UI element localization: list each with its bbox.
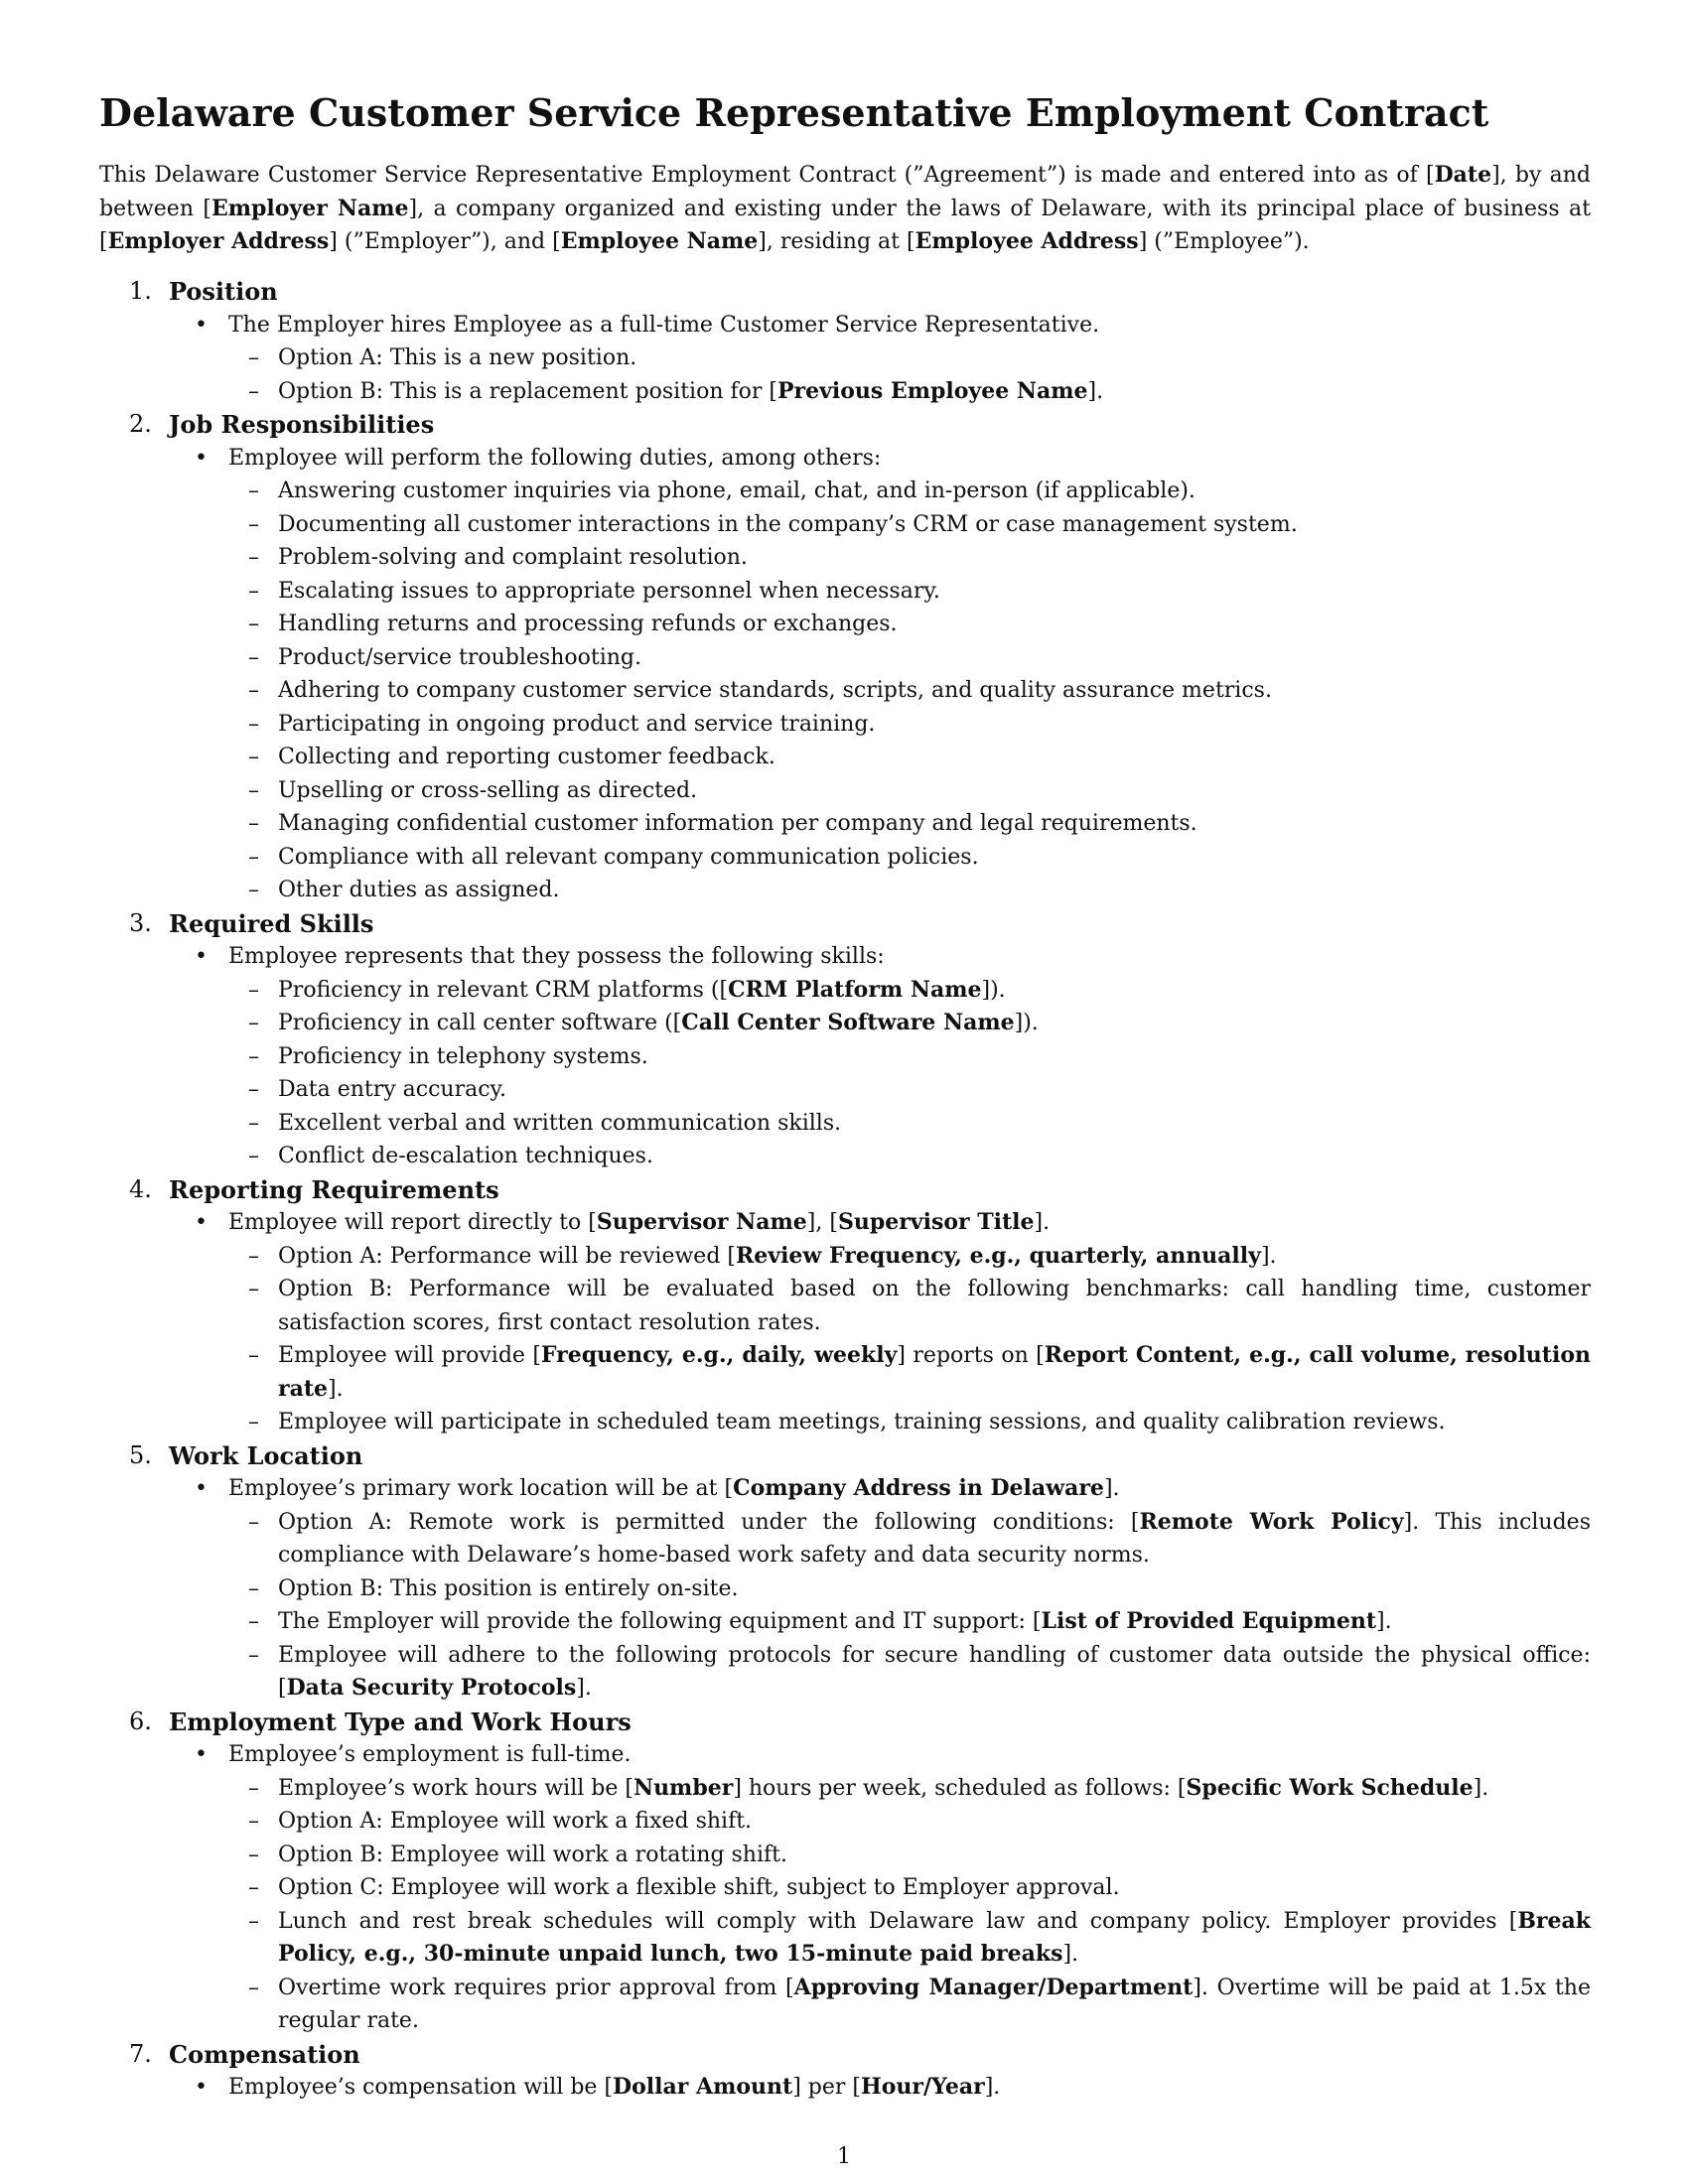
sub-item-text: ]. — [1087, 378, 1104, 404]
sub-item-list — [228, 475, 1591, 907]
dash-icon: – — [248, 1908, 259, 1934]
sub-item-text: Employee will provide [ — [278, 1343, 541, 1368]
placeholder-field: Employer Address — [107, 228, 330, 254]
bullet-icon: • — [195, 312, 208, 338]
dash-icon: – — [248, 811, 259, 836]
sub-item-text: Option B: Employee will work a rotating shift. — [278, 1842, 787, 1867]
dash-icon: – — [248, 1775, 259, 1801]
section-title: Employment Type and Work Hours — [169, 1706, 632, 1736]
section-6 — [99, 1706, 1591, 2038]
section-title: Required Skills — [169, 908, 374, 938]
bullet-text-run: Employee will report directly to [ — [228, 1210, 597, 1235]
sub-item-text: Upselling or cross-selling as directed. — [278, 777, 698, 803]
sub-item — [228, 641, 1591, 675]
sub-item-text: Adhering to company customer service standards, scripts, and quality assurance metrics. — [278, 678, 1272, 703]
bullet-icon: • — [195, 1476, 208, 1501]
dash-icon: – — [248, 1642, 259, 1668]
placeholder-field: Specific Work Schedule — [1186, 1774, 1474, 1801]
dash-icon: – — [248, 745, 259, 769]
bullet-icon: • — [195, 1210, 208, 1235]
section-number: 5. — [129, 1440, 152, 1469]
dash-icon: – — [248, 678, 259, 703]
sub-item — [228, 1572, 1591, 1606]
sub-item-text: Documenting all customer interactions in the company’s CRM or case management system. — [278, 511, 1298, 537]
document-page — [99, 0, 1591, 2184]
dash-icon: – — [248, 511, 259, 537]
intro-text: ], by and between [ — [99, 163, 1591, 221]
sub-item-text: ]. — [328, 1376, 344, 1402]
sub-item — [228, 1040, 1591, 1074]
placeholder-field: CRM Platform Name — [728, 976, 982, 1003]
bullet-text-run: ]. — [1034, 1210, 1051, 1235]
sub-item-text: Option C: Employee will work a flexible shift, subject to Employer approval. — [278, 1875, 1120, 1900]
section-number: 4. — [129, 1174, 152, 1203]
bullet-item — [169, 309, 1591, 409]
dash-icon: – — [248, 878, 259, 902]
sub-item-text: Option A: Remote work is permitted under the following conditions: [ — [278, 1509, 1140, 1535]
sub-item-text: ]. Overtime will be paid at 1.5x the regular rate. — [278, 1975, 1591, 2033]
dash-icon: – — [248, 977, 259, 1003]
sub-item-list — [228, 341, 1591, 408]
sub-item-text: Overtime work requires prior approval from [ — [278, 1975, 794, 2000]
dash-icon: – — [248, 1809, 259, 1834]
dash-icon: – — [248, 1509, 259, 1535]
bullet-text — [228, 442, 1591, 476]
bullet-text — [228, 1738, 1591, 1772]
section-title: Reporting Requirements — [169, 1174, 499, 1204]
dash-icon: – — [248, 1343, 259, 1368]
placeholder-field: Report Content, e.g., call volume, resolution rate — [278, 1342, 1591, 1402]
sub-item-text: Product/service troubleshooting. — [278, 644, 641, 670]
bullet-text — [228, 940, 1591, 974]
sub-item — [228, 1905, 1591, 1972]
dash-icon: – — [248, 777, 259, 803]
sub-item — [228, 1972, 1591, 2038]
sub-item — [228, 1273, 1591, 1339]
placeholder-field: Review Frequency, e.g., quarterly, annually — [736, 1242, 1261, 1269]
placeholder-field: Approving Manager/Department — [793, 1974, 1194, 2000]
sub-item-text: ]. — [1260, 1243, 1277, 1269]
sub-item-text: Employee will participate in scheduled team meetings, training sessions, and quality calibration reviews. — [278, 1410, 1446, 1434]
section-number: 2. — [129, 410, 152, 438]
placeholder-field: Employee Name — [560, 228, 759, 254]
placeholder-field: Employer Name — [211, 195, 409, 221]
sub-item-text: ] reports on [ — [897, 1343, 1045, 1368]
dash-icon: – — [248, 1410, 259, 1434]
sub-item — [228, 1839, 1591, 1872]
sub-item — [228, 508, 1591, 542]
sub-item-text: Option A: Employee will work a fixed shift. — [278, 1809, 753, 1834]
sub-item-text: Option B: This is a replacement position for [ — [278, 378, 777, 404]
bullet-item — [169, 940, 1591, 1173]
sub-item-text: The Employer will provide the following equipment and IT support: [ — [278, 1609, 1042, 1634]
bullet-text-run: The Employer hires Employee as a full-time Customer Service Representative. — [228, 312, 1100, 338]
placeholder-field: Dollar Amount — [613, 2074, 793, 2100]
sub-item-text: Lunch and rest break schedules will comply with Delaware law and company policy. Employer provides [ — [278, 1908, 1518, 1934]
placeholder-field: Data Security Protocols — [286, 1675, 577, 1701]
sub-item-text: ]). — [981, 977, 1006, 1003]
dash-icon: – — [248, 378, 259, 404]
bullet-icon: • — [195, 445, 208, 471]
dash-icon: – — [248, 1011, 259, 1035]
sub-item — [228, 475, 1591, 508]
placeholder-field: Employee Address — [914, 228, 1139, 254]
sub-item — [228, 841, 1591, 875]
bullet-item — [169, 2071, 1591, 2105]
dash-icon: – — [248, 612, 259, 636]
sub-item — [228, 541, 1591, 575]
dash-icon: – — [248, 1144, 259, 1168]
sub-item — [228, 741, 1591, 774]
bullet-text-run: Employee will perform the following duties, among others: — [228, 445, 882, 471]
placeholder-field: Number — [633, 1774, 734, 1801]
section-7 — [99, 2038, 1591, 2105]
sub-item-text: ]. This includes compliance with Delaware’s home-based work safety and data security norms. — [278, 1509, 1591, 1568]
sub-item-text: Option B: Performance will be evaluated based on the following benchmarks: call handling time, customer satisfaction scores, first contact resolution rates. — [278, 1277, 1591, 1335]
sub-item-text: Conflict de-escalation techniques. — [278, 1144, 653, 1168]
bullet-item — [169, 442, 1591, 907]
intro-text: ] (”Employee”). — [1138, 229, 1310, 254]
section-3 — [99, 907, 1591, 1173]
sub-item — [228, 1107, 1591, 1141]
sub-item — [228, 1073, 1591, 1107]
bullet-item — [169, 1206, 1591, 1439]
sub-item-text: ]. — [1376, 1609, 1392, 1634]
sub-item-text: Escalating issues to appropriate personnel when necessary. — [278, 578, 940, 604]
sub-item — [228, 807, 1591, 841]
sub-item — [228, 1506, 1591, 1572]
sub-item-text: Employee will adhere to the following protocols for secure handling of customer data outside the physical office: [ — [278, 1642, 1591, 1701]
sub-item — [228, 674, 1591, 708]
sub-item-text: Compliance with all relevant company communication policies. — [278, 844, 979, 870]
sub-item — [228, 341, 1591, 375]
sub-item-text: Proficiency in relevant CRM platforms ([ — [278, 977, 729, 1003]
sub-item — [228, 375, 1591, 409]
section-2 — [99, 408, 1591, 907]
sub-item-text: ] hours per week, scheduled as follows: [ — [733, 1775, 1187, 1801]
bullet-text-run: Employee’s primary work location will be at [ — [228, 1476, 734, 1501]
bullet-text-run: ] per [ — [792, 2075, 861, 2100]
sub-item-text: Proficiency in telephony systems. — [278, 1043, 648, 1069]
section-list — [99, 275, 1591, 2105]
placeholder-field: Supervisor Title — [837, 1209, 1035, 1235]
bullet-text-run: Employee represents that they possess the following skills: — [228, 944, 885, 969]
sub-item-text: ]. — [1473, 1775, 1489, 1801]
sub-item — [228, 1007, 1591, 1040]
section-number: 3. — [129, 908, 152, 937]
intro-text: ], residing at [ — [758, 229, 915, 254]
placeholder-field: Company Address in Delaware — [733, 1475, 1104, 1501]
sub-item — [228, 774, 1591, 808]
intro-text: ] (”Employer”), and [ — [329, 229, 561, 254]
sub-item-text: Answering customer inquiries via phone, email, chat, and in-person (if applicable). — [278, 478, 1196, 503]
dash-icon: – — [248, 1243, 259, 1269]
placeholder-field: Supervisor Name — [596, 1209, 807, 1235]
placeholder-field: Date — [1434, 162, 1492, 188]
sub-item-list — [228, 1506, 1591, 1706]
sub-item-text: Participating in ongoing product and service training. — [278, 711, 876, 737]
section-1 — [99, 275, 1591, 408]
sub-item-text: Option B: This position is entirely on-site. — [278, 1575, 739, 1601]
sub-item-text: Proficiency in call center software ([ — [278, 1011, 682, 1035]
bullet-icon: • — [195, 944, 208, 969]
dash-icon: – — [248, 545, 259, 570]
section-title: Work Location — [169, 1440, 363, 1470]
sub-item — [228, 1339, 1591, 1406]
page-number: 1 — [837, 2144, 851, 2169]
dash-icon: – — [248, 1277, 259, 1301]
sub-item — [228, 608, 1591, 641]
document-title: Delaware Customer Service Representative Employment Contract — [99, 90, 1489, 135]
bullet-item — [169, 1738, 1591, 2038]
section-title: Position — [169, 277, 278, 306]
sub-item-text: Data entry accuracy. — [278, 1077, 507, 1102]
sub-item-text: Managing confidential customer information per company and legal requirements. — [278, 811, 1197, 836]
intro-text: This Delaware Customer Service Representative Employment Contract (”Agreement”) is made and entered into as of [ — [99, 163, 1435, 188]
bullet-icon: • — [195, 2075, 208, 2100]
bullet-text-run: ]. — [984, 2075, 1001, 2100]
sub-item-text: Handling returns and processing refunds or exchanges. — [278, 612, 898, 636]
bullet-text — [228, 309, 1591, 342]
sub-item-text: Problem-solving and complaint resolution. — [278, 545, 748, 570]
dash-icon: – — [248, 578, 259, 604]
sub-item — [228, 1772, 1591, 1806]
dash-icon: – — [248, 478, 259, 503]
bullet-text — [228, 1206, 1591, 1240]
dash-icon: – — [248, 844, 259, 870]
dash-icon: – — [248, 1110, 259, 1136]
dash-icon: – — [248, 644, 259, 670]
dash-icon: – — [248, 711, 259, 737]
bullet-text-run: ]. — [1103, 1476, 1120, 1501]
bullet-text — [228, 2071, 1591, 2105]
placeholder-field: Previous Employee Name — [776, 377, 1088, 404]
sub-item — [228, 1871, 1591, 1905]
sub-item-text: ]. — [1062, 1942, 1079, 1967]
sub-item — [228, 1406, 1591, 1439]
bullet-text-run: Employee’s compensation will be [ — [228, 2075, 614, 2100]
bullet-text-run: ], [ — [806, 1210, 838, 1235]
section-5 — [99, 1439, 1591, 1706]
dash-icon: – — [248, 1842, 259, 1867]
sub-item — [228, 1639, 1591, 1706]
intro-paragraph — [99, 159, 1591, 259]
dash-icon: – — [248, 1975, 259, 2000]
placeholder-field: Call Center Software Name — [681, 1010, 1015, 1035]
sub-item-list — [228, 1240, 1591, 1439]
sub-item-list — [228, 974, 1591, 1173]
sub-item-text: Collecting and reporting customer feedback. — [278, 745, 775, 769]
dash-icon: – — [248, 345, 259, 370]
sub-item-list — [228, 1772, 1591, 2038]
sub-item-text: Excellent verbal and written communication skills. — [278, 1110, 842, 1136]
bullet-icon: • — [195, 1742, 208, 1767]
sub-item-text: Option A: This is a new position. — [278, 345, 637, 370]
intro-text: ], a company organized and existing under the laws of Delaware, with its principal place of business at [ — [99, 196, 1591, 254]
sub-item — [228, 1240, 1591, 1274]
sub-item-text: Option A: Performance will be reviewed [ — [278, 1243, 736, 1269]
dash-icon: – — [248, 1609, 259, 1634]
section-number: 6. — [129, 1706, 152, 1735]
sub-item — [228, 974, 1591, 1008]
sub-item-text: ]). — [1014, 1011, 1039, 1035]
placeholder-field: List of Provided Equipment — [1041, 1608, 1377, 1634]
section-number: 1. — [129, 277, 152, 305]
dash-icon: – — [248, 1043, 259, 1069]
section-title: Job Responsibilities — [169, 410, 435, 439]
sub-item — [228, 708, 1591, 742]
dash-icon: – — [248, 1077, 259, 1102]
sub-item — [228, 1605, 1591, 1639]
placeholder-field: Frequency, e.g., daily, weekly — [540, 1342, 898, 1368]
sub-item-text: Employee’s work hours will be [ — [278, 1775, 633, 1801]
bullet-item — [169, 1472, 1591, 1706]
placeholder-field: Hour/Year — [860, 2074, 985, 2100]
section-number: 7. — [129, 2039, 152, 2068]
sub-item — [228, 1805, 1591, 1839]
sub-item-text: ]. — [576, 1676, 592, 1701]
sub-item — [228, 874, 1591, 907]
bullet-text-run: Employee’s employment is full-time. — [228, 1742, 632, 1767]
placeholder-field: Break Policy, e.g., 30-minute unpaid lunch, two 15-minute paid breaks — [278, 1907, 1591, 1967]
bullet-text — [228, 1472, 1591, 1506]
placeholder-field: Remote Work Policy — [1139, 1508, 1404, 1535]
section-title: Compensation — [169, 2039, 360, 2069]
dash-icon: – — [248, 1875, 259, 1900]
sub-item — [228, 1140, 1591, 1173]
section-4 — [99, 1173, 1591, 1439]
sub-item-text: Other duties as assigned. — [278, 878, 560, 902]
sub-item — [228, 575, 1591, 609]
dash-icon: – — [248, 1575, 259, 1601]
